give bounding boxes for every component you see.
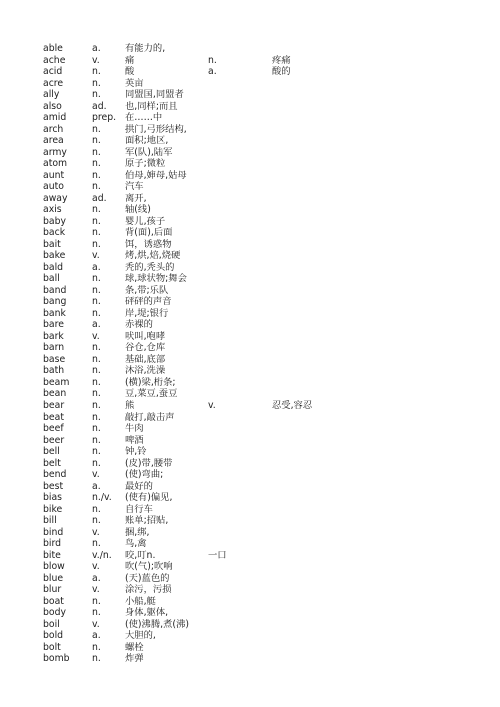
entry-word: bill [43, 515, 57, 527]
entry-word: acid [43, 66, 63, 78]
definition: 伯母,婶母,姑母 [125, 169, 187, 181]
entry-word: bird [43, 538, 62, 550]
vocab-row [43, 227, 483, 239]
part-of-speech: n. [92, 158, 101, 170]
vocab-row [43, 492, 483, 504]
vocab-row [43, 653, 483, 665]
vocab-row [43, 515, 483, 527]
entry-word: bait [43, 238, 61, 250]
part-of-speech: n. [92, 77, 101, 89]
entry-word: able [43, 43, 63, 54]
vocab-row [43, 170, 483, 182]
part-of-speech: n. [92, 296, 101, 308]
vocab-row [43, 561, 483, 573]
vocab-row [43, 216, 483, 228]
vocab-row [43, 365, 483, 377]
vocab-row [43, 342, 483, 354]
vocab-row [43, 504, 483, 516]
definition: (使有)偏见, [125, 492, 173, 504]
part-of-speech: n. [92, 595, 101, 607]
vocab-row [43, 112, 483, 124]
definition: 也,同样;而且 [125, 100, 178, 112]
definition: 痛 [125, 54, 135, 66]
secondary-definition: 疼痛 [272, 54, 291, 66]
entry-word: bolt [43, 641, 61, 653]
vocab-row [43, 89, 483, 101]
part-of-speech: a. [92, 261, 101, 273]
part-of-speech: n. [92, 399, 101, 411]
part-of-speech: n. [92, 515, 101, 527]
definition: 汽车 [125, 181, 144, 193]
vocab-row [43, 135, 483, 147]
entry-word: bank [43, 307, 66, 319]
part-of-speech: v. [92, 526, 100, 538]
vocab-row [43, 412, 483, 424]
part-of-speech: n. [92, 238, 101, 250]
entry-word: beam [43, 376, 70, 388]
entry-word: axis [43, 204, 62, 216]
definition: 在……中 [125, 112, 163, 124]
entry-word: base [43, 353, 66, 365]
part-of-speech: a. [92, 319, 101, 331]
entry-word: area [43, 135, 64, 147]
entry-word: bomb [43, 653, 70, 665]
entry-word: bath [43, 365, 65, 377]
vocab-row [43, 423, 483, 435]
definition: 条,带;乐队 [125, 284, 169, 296]
vocab-row [43, 481, 483, 493]
part-of-speech: v. [92, 618, 100, 630]
entry-word: body [43, 607, 66, 619]
definition: 牛肉 [125, 423, 144, 435]
entry-word: bend [43, 469, 67, 481]
entry-word: also [43, 100, 62, 112]
entry-word: acre [43, 77, 64, 89]
definition: 大胆的, [125, 630, 156, 642]
definition: (使)沸腾,煮(沸) [125, 618, 189, 630]
definition: 最好的 [125, 480, 153, 492]
entry-word: bind [43, 526, 64, 538]
part-of-speech: n. [92, 204, 101, 216]
vocab-row [43, 607, 483, 619]
vocab-row [43, 43, 483, 55]
entry-word: blow [43, 561, 65, 573]
definition: 小船,艇 [125, 595, 156, 607]
definition: 吹(气);吹响 [125, 561, 173, 573]
part-of-speech: n. [92, 538, 101, 550]
definition: 沐浴,洗澡 [125, 365, 166, 377]
part-of-speech: v. [92, 54, 100, 66]
part-of-speech: n. [92, 353, 101, 365]
entry-word: ally [43, 89, 60, 101]
entry-word: auto [43, 181, 64, 193]
definition: 砰砰的声音 [125, 296, 172, 308]
definition: 有能力的, [125, 43, 166, 54]
vocab-row [43, 319, 483, 331]
part-of-speech: n. [92, 181, 101, 193]
vocab-row [43, 239, 483, 251]
entry-word: band [43, 284, 67, 296]
part-of-speech: n. [92, 227, 101, 239]
vocab-row [43, 527, 483, 539]
part-of-speech: n. [92, 169, 101, 181]
entry-word: beer [43, 434, 65, 446]
definition: (横)梁,桁条; [125, 376, 176, 388]
part-of-speech: n. [92, 411, 101, 423]
vocab-row [43, 642, 483, 654]
definition: 身体,躯体, [125, 607, 169, 619]
entry-word: bike [43, 503, 63, 515]
definition: 离开, [125, 192, 147, 204]
vocab-row [43, 354, 483, 366]
entry-word: bear [43, 399, 65, 411]
entry-word: bias [43, 492, 63, 504]
part-of-speech: n. [92, 342, 101, 354]
definition: 鸟,禽 [125, 538, 147, 550]
definition: 饵，诱惑物 [125, 238, 172, 250]
part-of-speech: n. [92, 365, 101, 377]
entry-word: ache [43, 54, 66, 66]
part-of-speech: prep. [92, 112, 117, 124]
part-of-speech: n. [92, 641, 101, 653]
definition: (天)蓝色的 [125, 572, 170, 584]
entry-word: bark [43, 330, 64, 342]
part-of-speech: v. [92, 250, 100, 262]
definition: 秃的,秃头的 [125, 261, 175, 273]
definition: 账单;招贴, [125, 515, 169, 527]
definition: 谷仓,仓库 [125, 342, 166, 354]
part-of-speech: n. [92, 446, 101, 458]
definition: (皮)带,腰带 [125, 457, 173, 469]
definition: 拱门,弓形结构, [125, 123, 187, 135]
vocab-row [43, 101, 483, 113]
definition: 球,球状物;舞会 [125, 273, 187, 285]
entry-word: beat [43, 411, 64, 423]
entry-word: bold [43, 630, 64, 642]
part-of-speech: n. [92, 307, 101, 319]
vocab-row [43, 573, 483, 585]
vocab-row [43, 158, 483, 170]
part-of-speech: n. [92, 215, 101, 227]
definition: (使)弯曲; [125, 469, 164, 481]
vocab-row [43, 550, 483, 562]
part-of-speech: n. [92, 653, 101, 665]
entry-word: bang [43, 296, 67, 308]
entry-word: bell [43, 446, 60, 458]
definition: 钟,铃 [125, 446, 147, 458]
vocab-row [43, 538, 483, 550]
vocab-row [43, 296, 483, 308]
part-of-speech: a. [92, 630, 101, 642]
part-of-speech: n. [92, 423, 101, 435]
entry-word: blur [43, 584, 62, 596]
part-of-speech: n. [92, 135, 101, 147]
entry-word: amid [43, 112, 67, 124]
secondary-definition: 忍受,容忍 [272, 399, 313, 411]
part-of-speech: n. [92, 123, 101, 135]
part-of-speech: n. [92, 503, 101, 515]
vocab-row [43, 204, 483, 216]
part-of-speech: n. [92, 388, 101, 400]
vocab-row [43, 458, 483, 470]
entry-word: bald [43, 261, 64, 273]
definition: 赤裸的 [125, 319, 153, 331]
entry-word: arch [43, 123, 64, 135]
part-of-speech: v./n. [92, 549, 112, 561]
entry-word: away [43, 192, 68, 204]
entry-word: bare [43, 319, 64, 331]
definition: 烤,烘,焙,烧硬 [125, 250, 181, 262]
entry-word: boil [43, 618, 60, 630]
definition: 婴儿,孩子 [125, 215, 166, 227]
definition: 螺栓 [125, 641, 144, 653]
vocab-row [43, 596, 483, 608]
vocab-row [43, 331, 483, 343]
definition: 面积;地区, [125, 135, 169, 147]
vocab-row [43, 469, 483, 481]
vocab-row [43, 435, 483, 447]
entry-word: boat [43, 595, 64, 607]
part-of-speech: n. [92, 607, 101, 619]
part-of-speech: n. [92, 434, 101, 446]
vocab-row [43, 181, 483, 193]
part-of-speech: v. [92, 561, 100, 573]
vocabulary-list [43, 43, 483, 665]
vocab-row [43, 66, 483, 78]
definition: 岸,堤;银行 [125, 307, 169, 319]
entry-word: ball [43, 273, 60, 285]
secondary-part-of-speech: 一口 [208, 549, 227, 561]
vocab-row [43, 446, 483, 458]
entry-word: best [43, 480, 64, 492]
vocab-row [43, 273, 483, 285]
entry-word: army [43, 146, 67, 158]
secondary-part-of-speech: n. [208, 54, 217, 66]
part-of-speech: n. [92, 284, 101, 296]
definition: 啤酒 [125, 434, 144, 446]
vocab-row [43, 262, 483, 274]
definition: 豆,菜豆,蚕豆 [125, 388, 178, 400]
part-of-speech: n. [92, 89, 101, 101]
definition: 炸弹 [125, 653, 144, 665]
part-of-speech: ad. [92, 100, 107, 112]
vocab-row [43, 584, 483, 596]
entry-word: belt [43, 457, 61, 469]
part-of-speech: a. [92, 572, 101, 584]
entry-word: back [43, 227, 66, 239]
definition: 英亩 [125, 77, 144, 89]
secondary-definition: 酸的 [272, 66, 291, 78]
part-of-speech: n. [92, 273, 101, 285]
vocab-row [43, 308, 483, 320]
definition: 军(队),陆军 [125, 146, 173, 158]
entry-word: baby [43, 215, 67, 227]
definition: 吠叫,咆哮 [125, 330, 166, 342]
definition: 熊 [125, 399, 135, 411]
part-of-speech: n. [92, 376, 101, 388]
part-of-speech: a. [92, 43, 101, 54]
vocab-row [43, 630, 483, 642]
part-of-speech: n. [92, 66, 101, 78]
entry-word: aunt [43, 169, 65, 181]
entry-word: barn [43, 342, 65, 354]
definition: 轴(线) [125, 204, 151, 216]
part-of-speech: a. [92, 480, 101, 492]
definition: 背(面),后面 [125, 227, 173, 239]
secondary-part-of-speech: v. [208, 399, 216, 411]
vocab-row [43, 619, 483, 631]
entry-word: bake [43, 250, 66, 262]
part-of-speech: n. [92, 146, 101, 158]
definition: 酸 [125, 66, 135, 78]
definition: 原子;微粒 [125, 158, 166, 170]
definition: 同盟国,同盟者 [125, 89, 184, 101]
definition: 捆,绑, [125, 526, 150, 538]
vocab-row [43, 377, 483, 389]
vocab-row [43, 400, 483, 412]
vocab-row [43, 285, 483, 297]
part-of-speech: v. [92, 584, 100, 596]
entry-word: bite [43, 549, 61, 561]
definition: 基础,底部 [125, 353, 166, 365]
part-of-speech: v. [92, 330, 100, 342]
definition: 咬,叮n. [125, 549, 156, 561]
vocab-row [43, 124, 483, 136]
part-of-speech: ad. [92, 192, 107, 204]
secondary-part-of-speech: a. [208, 66, 217, 78]
vocab-row [43, 55, 483, 67]
definition: 自行车 [125, 503, 153, 515]
definition: 涂污，污损 [125, 584, 172, 596]
entry-word: atom [43, 158, 68, 170]
vocab-row [43, 193, 483, 205]
vocab-row [43, 78, 483, 90]
part-of-speech: v. [92, 469, 100, 481]
entry-word: blue [43, 572, 64, 584]
part-of-speech: n. [92, 457, 101, 469]
entry-word: bean [43, 388, 67, 400]
vocab-row [43, 250, 483, 262]
vocab-row [43, 147, 483, 159]
entry-word: beef [43, 423, 64, 435]
definition: 敲打,敲击声 [125, 411, 175, 423]
part-of-speech: n./v. [92, 492, 112, 504]
vocab-row [43, 388, 483, 400]
